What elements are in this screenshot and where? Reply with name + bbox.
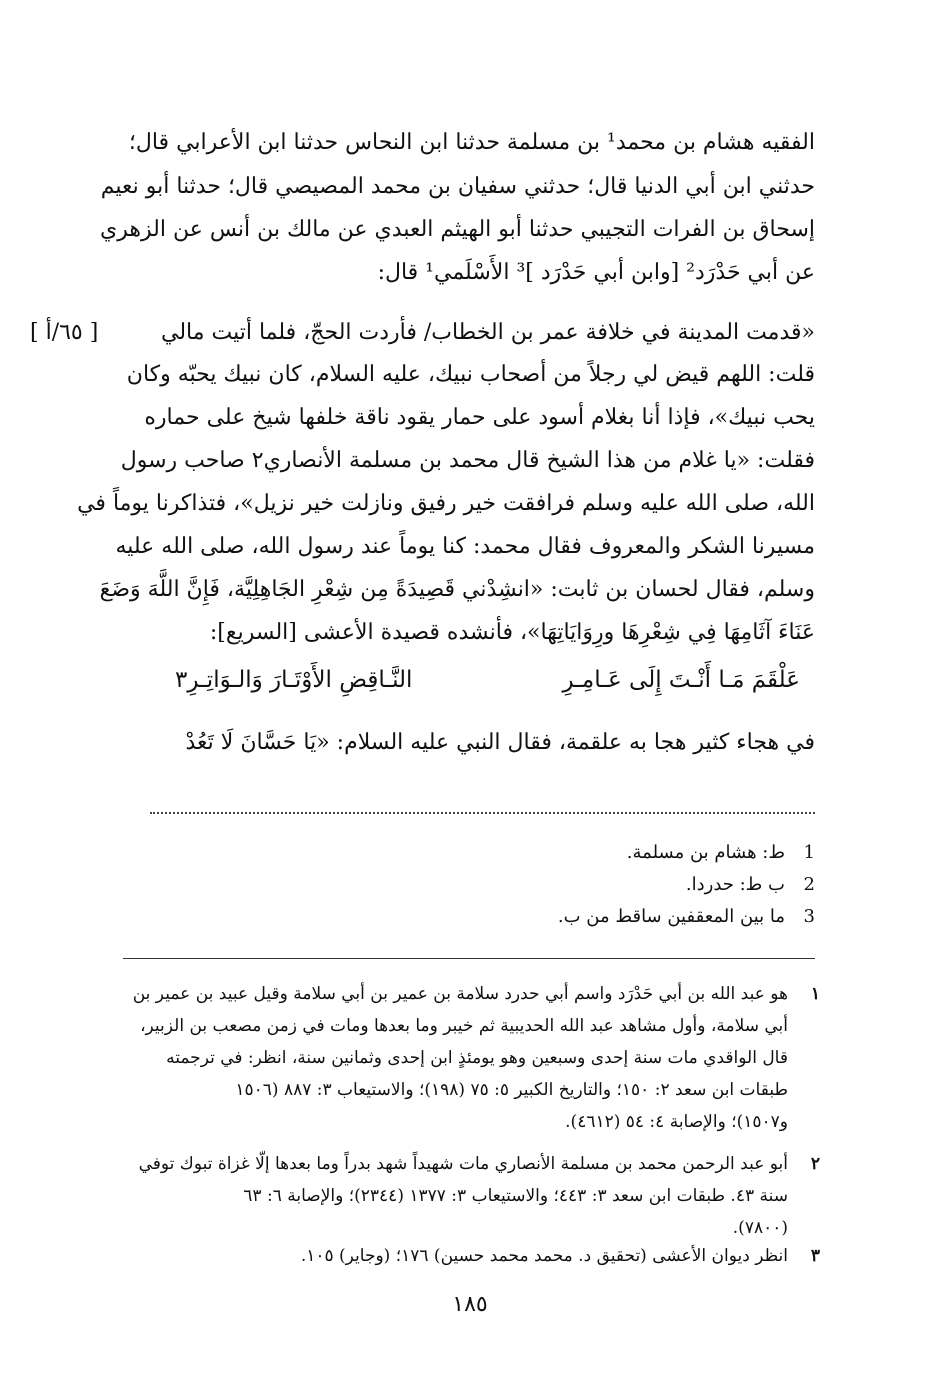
footnote-line: انظر ديوان الأعشى (تحقيق د. محمد محمد حسين) ١٧٦؛ (وجاير) ١٠٥. [300, 1246, 788, 1266]
footnote-line: هو عبد الله بن أبي حَدْرَد واسم أبي حدرد سلامة بن عمير بن أبي سلامة وقيل عبيد بن عمير بن [132, 984, 788, 1004]
variant-note [135, 840, 815, 866]
main-text-line: فقلت: «يا غلام من هذا الشيخ قال محمد بن مسلمة الأنصاري٢ صاحب رسول [120, 448, 815, 473]
dotted-separator [150, 812, 815, 814]
main-text-line: «قدمت المدينة في خلافة عمر بن الخطاب/ فأردت الحجّ، فلما أتيت مالي [160, 320, 815, 345]
main-text-line: مسيرنا الشكر والمعروف فقال محمد: كنا يوماً عند رسول الله، صلى الله عليه [115, 534, 815, 559]
variant-note-number: 2 [803, 874, 815, 895]
footnote-line: أبي سلامة، وأول مشاهد عبد الله الحديبية ثم خيبر وما بعدها ومات في زمن مصعب بن الزبير، [140, 1016, 788, 1036]
footnote-1 [110, 978, 820, 1010]
main-text-line: الله، صلى الله عليه وسلم فرافقت خير رفيق ونازلت خير نزيل»، فتذاكرنا يوماً في [77, 491, 815, 516]
verse-second-hemistich: النَّـاقِضِ الأَوْتَـارَ وَالـوَاتِـرِ٣ [175, 667, 413, 693]
main-text-line: حدثني ابن أبي الدنيا قال؛ حدثني سفيان بن محمد المصيصي قال؛ حدثنا أبو نعيم [100, 174, 815, 199]
footnote-line: و١٥٠٧)؛ والإصابة ٤: ٥٤ (٤٦١٢). [565, 1112, 788, 1132]
main-text-line: في هجاء كثير هجا به علقمة، فقال النبي عليه السلام: «يَا حَسَّانَ لَا تَعُدْ [185, 730, 815, 755]
footnote-number: ٢ [810, 1154, 820, 1174]
page-number: ١٨٥ [452, 1292, 488, 1317]
footnote-number: ٣ [810, 1246, 820, 1266]
footnote-line: سنة ٤٣. طبقات ابن سعد ٣: ٤٤٣؛ والاستيعاب ٣: ١٣٧٧ (٢٣٤٤)؛ والإصابة ٦: ٦٣ [243, 1186, 788, 1206]
footnote-line: طبقات ابن سعد ٢: ١٥٠؛ والتاريخ الكبير ٥: ٧٥ (١٩٨)؛ والاستيعاب ٣: ٨٨٧ (١٥٠٦ [235, 1080, 788, 1100]
verse-first-hemistich: عَلْقَمَ مَـا أَنْـتَ إِلَى عَـامِـرِ [562, 667, 800, 693]
variant-note [135, 872, 815, 898]
variant-note-number: 1 [803, 842, 815, 863]
main-text-line: قلت: اللهم قيض لي رجلاً من أصحاب نبيك، عليه السلام، كان نبيك يحبّه وكان [126, 362, 815, 387]
footnote-line: أبو عبد الرحمن محمد بن مسلمة الأنصاري مات شهيداً شهد بدراً وما بعدها إلّا غزاة تبوك توفي [138, 1154, 788, 1174]
main-text-line: عن أبي حَدْرَد² [وابن أبي حَدْرَد ]³ الأَسْلَمي¹ قال: [377, 260, 815, 285]
main-text-line: وسلم، فقال لحسان بن ثابت: «انشِدْني قَصِيدَةً مِن شِعْرِ الجَاهِلِيَّة، فَإِنَّ اللَّهَ وَضَعَ [99, 577, 815, 602]
main-text-line: الفقيه هشام بن محمد¹ بن مسلمة حدثنا ابن النحاس حدثنا ابن الأعرابي قال؛ [128, 130, 815, 155]
footnote-rule [123, 958, 815, 959]
footnote-3 [110, 1240, 820, 1272]
footnote-2 [110, 1148, 820, 1180]
footnote-line: (٧٨٠٠). [732, 1218, 788, 1238]
variant-note-number: 3 [803, 906, 815, 927]
variant-note-text: ب ط: حدردا. [685, 874, 785, 895]
footnote-line: قال الواقدي مات سنة إحدى وسبعين وهو يومئذٍ ابن إحدى وثمانين سنة، انظر: في ترجمته [166, 1048, 788, 1068]
main-text-line: عَنَاءَ آثَامِهَا فِي شِعْرِهَا ورِوَايَاتِهَا»، فأنشده قصيدة الأعشى [السريع]: [209, 620, 815, 645]
variant-note-text: ط: هشام بن مسلمة. [626, 842, 785, 863]
manuscript-folio-reference: [ ٦٥/أ ] [30, 320, 99, 345]
footnote-number: ١ [810, 984, 820, 1004]
variant-note [135, 904, 815, 930]
variant-note-text: ما بين المعقفين ساقط من ب. [557, 906, 785, 927]
main-text-line: يحب نبيك»، فإذا أنا بغلام أسود على حمار يقود ناقة خلفها شيخ على حماره [144, 405, 815, 430]
main-text-line: إسحاق بن الفرات التجيبي حدثنا أبو الهيثم العبدي عن مالك بن أنس عن الزهري [100, 217, 815, 242]
